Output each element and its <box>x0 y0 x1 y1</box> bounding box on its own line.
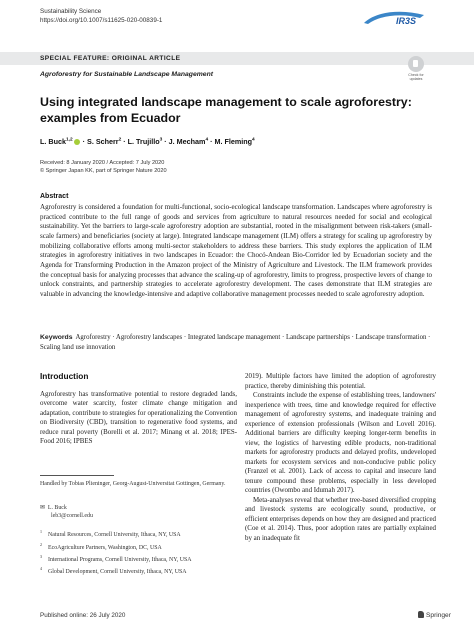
author-list: L. Buck$^{1,2}$ · S. Scherr$^2$ · L. Trujillo$^3$ · J. Mecham$^4$ · M. Fleming$^4$ <box>40 137 255 146</box>
feature-label: SPECIAL FEATURE: ORIGINAL ARTICLE <box>40 55 181 62</box>
introduction-left-column: Agroforestry has transformative potential to restore degraded lands, overcome water scarcity, foster climate change mitigation and adaptation, contribute to strategies for operationalizing the Convention on Biodiversity (CBD), transition to regenerative food systems, and reduce rural poverty (Borelli et al. 2017; Minang et al. 2018; IPES-Food 2016; IPBES <box>40 390 237 446</box>
author-affil: 4 <box>252 137 255 143</box>
journal-header <box>40 8 162 25</box>
affiliation-text: International Programs, Cornell University, Ithaca, NY, USA <box>48 556 192 563</box>
introduction-right-column <box>245 372 436 543</box>
paragraph: Constraints include the expense of establishing trees, landowners' inexperience with trees, time and knowledge required for effective management of agroforestry systems, and inadequate training and experience of extension professionals (Wilson and Lovell 2016). Additional barriers are difficulty keeping longer-term benefits in view, the logistics of harvesting edible products, non-traditional markets for agroforestry products and delayed profits, undeveloped markets for ecosystem services and non-conducive public policy (Franzel et al. 2001). Lack of access to capital and insecure land tenure compound these problems, especially in less developed countries (Owombo and Idumah 2017). <box>245 391 436 494</box>
article-dates <box>40 159 167 175</box>
author-name[interactable]: L. Trujillo <box>127 137 160 146</box>
copyright: © Springer Japan KK, part of Springer Nature 2020 <box>40 168 167 174</box>
journal-name: Sustainability Science <box>40 8 102 15</box>
author-affil: 3 <box>159 137 163 143</box>
affiliation-number: 1 <box>40 529 42 534</box>
affiliation <box>40 541 240 552</box>
author-name[interactable]: M. Fleming <box>214 137 253 146</box>
check-updates-icon <box>408 56 424 72</box>
footnote-divider <box>40 475 114 476</box>
publisher-mark <box>418 611 451 619</box>
affiliation-number: 2 <box>40 542 42 547</box>
ir3s-logo <box>362 9 428 27</box>
author-name[interactable]: L. Buck <box>40 137 66 146</box>
author-affil: 2 <box>118 137 122 143</box>
corresponding-email[interactable]: leb3@cornell.edu <box>51 512 93 519</box>
logo-text: IR3S <box>396 16 417 26</box>
paragraph: 2019). Multiple factors have limited the adoption of agroforestry practice, thereby diminishing this potential. <box>245 372 436 390</box>
affiliation-number: 4 <box>40 566 42 571</box>
affiliation-text: Natural Resources, Cornell University, Ithaca, NY, USA <box>48 531 181 538</box>
section-name: Agroforestry for Sustainable Landscape Management <box>40 71 213 78</box>
abstract-body: Agroforestry is considered a foundation for multi-functional, socio-ecological landscape transformation. Landscapes where agroforestry is practiced contribute to the full range of goods and services from agriculture to natural resources needed for social and ecological sustainability. Yet the barriers to large-scale agroforestry adoption are substantial, rooted in the misalignment between risk-takers (small-scale farmers) and beneficiaries (society at large). Integrated landscape management (ILM) offers a strategy for scaling up agroforestry by mobilizing collaborative efforts among multi-sector stakeholders to address these barriers. This study explores the application of ILM strategies in agroforestry initiatives in two landscapes in Ecuador: the Chocó-Andean Bio-Corridor led by Ecuadorian society and the Agenda for Transforming Production in the Amazon project of the Ministry of Agriculture and Livestock. The ILM framework provides the conceptual basis for analyzing processes that advance the scaling-up of agroforestry, limits to progress, prospective levers of change to unlock constraints, and partnership strategies to accelerate agroforestry development. The cases demonstrate that ILM strategies are valuable in advancing the knowledge-intensive and adaptive collaborative management processes needed to scale agroforestry adoption. <box>40 203 432 298</box>
abstract-heading: Abstract <box>40 193 69 200</box>
affiliation-number: 3 <box>40 554 42 559</box>
check-for-updates-button[interactable] <box>405 56 427 86</box>
envelope-icon: ✉ <box>40 505 45 511</box>
title-line-2: examples from Ecuador <box>40 110 181 125</box>
published-date: Published online: 26 July 2020 <box>40 612 126 619</box>
affiliation <box>40 565 240 576</box>
author-name[interactable]: J. Mecham <box>168 137 206 146</box>
corresponding-name: L. Buck <box>47 505 67 511</box>
corresponding-author <box>40 505 230 520</box>
affiliation <box>40 528 240 539</box>
check-updates-label: Check for updates <box>408 73 424 81</box>
article-title <box>40 95 440 126</box>
received-accepted: Received: 8 January 2020 / Accepted: 7 July 2020 <box>40 160 165 166</box>
doi-link[interactable]: https://doi.org/10.1007/s11625-020-00839-1 <box>40 16 163 24</box>
author-affil: 4 <box>205 137 209 143</box>
introduction-heading: Introduction <box>40 371 89 381</box>
keywords-label: Keywords <box>40 334 73 341</box>
title-line-1: Using integrated landscape management to scale agroforestry: <box>40 95 412 109</box>
handled-by-note: Handled by Tobias Plieninger, Georg-August-Universitat Gottingen, Germany. <box>40 481 226 487</box>
orcid-icon[interactable] <box>74 139 80 145</box>
affiliation-text: Global Development, Cornell University, Ithaca, NY, USA <box>48 568 187 575</box>
springer-horse-icon <box>418 611 424 618</box>
affiliation <box>40 553 240 564</box>
publisher-name: Springer <box>426 612 451 619</box>
affiliation-text: EcoAgriculture Partners, Washington, DC, USA <box>48 544 162 551</box>
keywords-text: Agroforestry · Agroforestry landscapes · Integrated landscape management · Landscape partnerships · Landscape transformation · Scaling land use innovation <box>40 334 431 351</box>
keywords <box>40 333 432 353</box>
author-affil: 1,2 <box>65 137 73 143</box>
paragraph: Meta-analyses reveal that whether tree-based diversified cropping and livestock systems are ecologically sound, productive, or efficient enterprises depends on how they are designed and practiced (Coe et al. 2014). Thus, poor adoption rates are partially explained by an inadequate fit <box>245 495 436 542</box>
author-name[interactable]: S. Scherr <box>87 137 119 146</box>
